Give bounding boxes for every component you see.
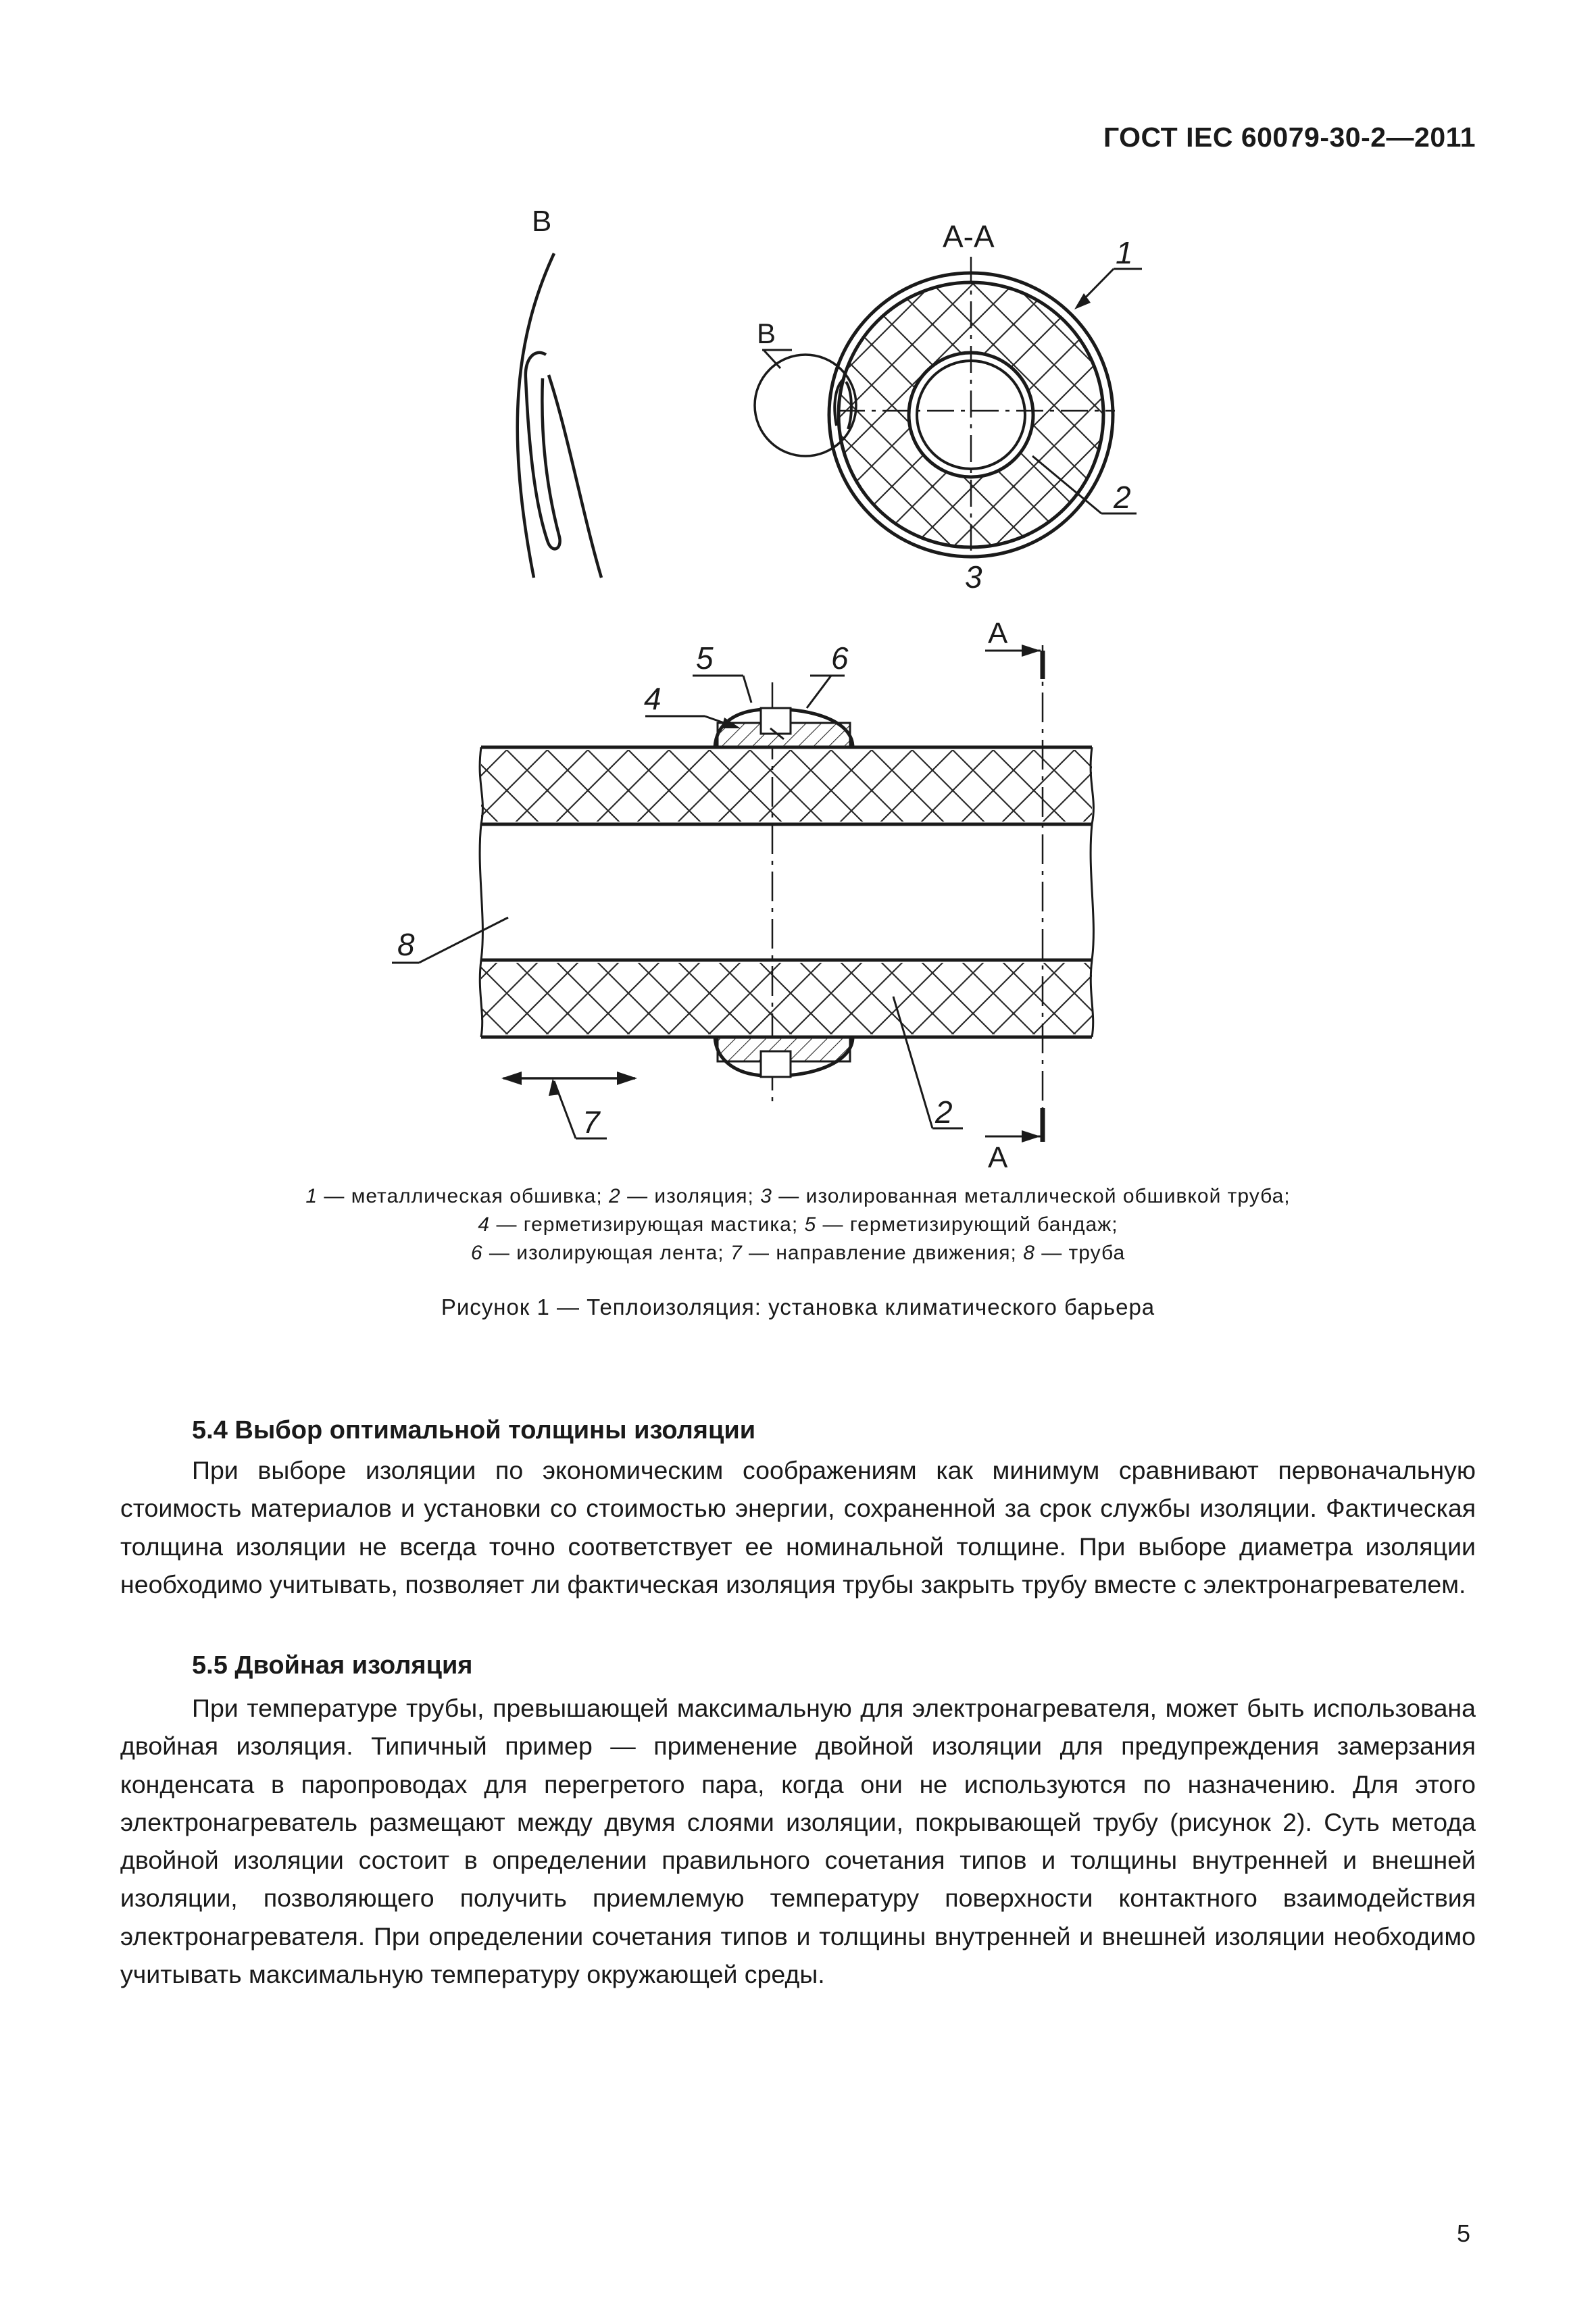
detail-callout-label: B — [757, 318, 776, 349]
figure-caption: Рисунок 1 — Теплоизоляция: установка климатического барьера — [441, 1294, 1155, 1319]
section-body-5-5 — [120, 1689, 1476, 1993]
callout-2-longitudinal: 2 — [935, 1095, 953, 1130]
callout-3: 3 — [965, 559, 982, 595]
callout-7: 7 — [582, 1105, 600, 1140]
section-marker-bottom: A — [988, 1141, 1008, 1174]
callout-1: 1 — [1116, 235, 1133, 270]
section-heading-5-4: 5.4 Выбор оптимальной толщины изоляции — [192, 1416, 756, 1444]
section-marker-top: A — [988, 617, 1008, 650]
paragraph: При температуре трубы, превышающей максимальную для электронагревателя, может быть использована двойная изоляция. Типичный пример — применение двойной изоляции для предупреждения замерзания конденсата в паропроводах для перегретого пара, когда они не используются по назначению. Для этого электронагреватель размещают между двумя слоями изоляции, покрывающей трубу (рисунок 2). Суть метода двойной изоляции состоит в определении правильного сочетания типов и толщины внутренней и внешней изоляции, позволяющего получить приемлемую температуру поверхности контактного взаимодействия электронагревателя. При определении сочетания типов и толщины внутренней и внешней изоляции необходимо учитывать максимальную температуру окружающей среды. — [120, 1694, 1476, 1989]
legend-line: 1 — металлическая обшивка; 2 — изоляция; 3 — изолированная металлической обшивкой труба; — [305, 1185, 1291, 1207]
callout-5: 5 — [696, 640, 714, 676]
paragraph: При выборе изоляции по экономическим соображениям как минимум сравнивают первоначальную стоимость материалов и установки со стоимостью энергии, сохраненной за срок службы изоляции. Фактическая толщина изоляции не всегда точно соответствует ее номинальной толщине. При выборе диаметра изоляции необходимо учитывать, позволяет ли фактическая изоляция трубы закрыть трубу вместе с электронагревателем. — [120, 1456, 1476, 1599]
pipe-longitudinal-view — [392, 645, 1093, 1142]
section-body-5-4 — [120, 1451, 1476, 1603]
detail-view-label: B — [532, 205, 552, 238]
standard-header: ГОСТ IEC 60079-30-2—2011 — [1103, 122, 1476, 153]
page-number: 5 — [1456, 2219, 1470, 2247]
callout-4: 4 — [644, 681, 662, 716]
callout-2-section: 2 — [1114, 480, 1131, 515]
callout-8: 8 — [397, 927, 415, 962]
section-a-a — [755, 257, 1142, 557]
legend-line: 4 — герметизирующая мастика; 5 — герметизирующий бандаж; — [478, 1213, 1118, 1236]
figure-legend — [203, 1182, 1393, 1267]
legend-line: 6 — изолирующая лента; 7 — направление движения; 8 — труба — [470, 1242, 1126, 1264]
section-heading-5-5: 5.5 Двойная изоляция — [192, 1651, 473, 1680]
section-label: A-A — [943, 219, 995, 254]
callout-6: 6 — [831, 640, 849, 676]
detail-view-b — [518, 253, 601, 578]
